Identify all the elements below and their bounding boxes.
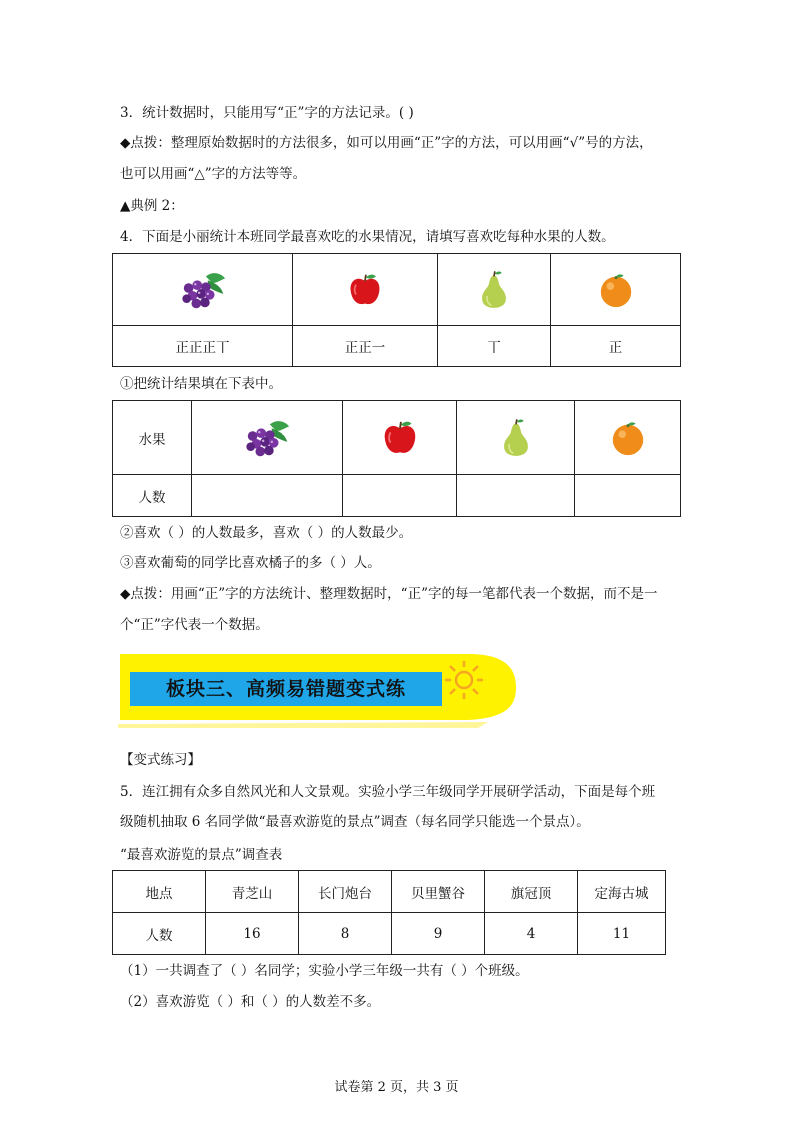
survey-table [112,870,666,955]
apple-icon [347,272,383,308]
grape-icon [179,268,227,312]
section-banner [118,650,518,734]
survey-cell: 8 [299,913,392,955]
survey-cell: 9 [392,913,485,955]
tally-cell: 正 [551,326,681,367]
grape-icon [243,416,291,460]
fill-header-fruit: 水果 [113,401,192,475]
pear-icon [477,269,511,311]
survey-header: 地点 [113,871,206,913]
q4-tip-line1: ◆点拨：用画“正”字的方法统计、整理数据时，“正”字的每一笔都代表一个数据，而不是一 [120,586,658,602]
orange-icon [597,271,635,309]
survey-header: 定海古城 [578,871,666,913]
fill-header-count: 人数 [113,475,192,517]
survey-cell: 4 [485,913,578,955]
fill-answer-cell[interactable] [192,475,343,517]
tally-fruit-cell [438,254,551,326]
survey-header: 旗冠顶 [485,871,578,913]
q4-part3: ③喜欢葡萄的同学比喜欢橘子的多（ ）人。 [120,555,381,571]
survey-cell: 11 [578,913,666,955]
tally-cell: 丅 [438,326,551,367]
fill-fruit-cell [575,401,681,475]
fill-answer-cell[interactable] [343,475,457,517]
fill-table [112,400,681,517]
q5-part1: （1）一共调查了（ ）名同学；实验小学三年级一共有（ ）个班级。 [120,963,529,979]
q4-part1: ①把统计结果填在下表中。 [120,376,282,392]
page-footer: 试卷第 2 页，共 3 页 [334,1080,459,1095]
fill-answer-cell[interactable] [457,475,575,517]
survey-header: 贝里蟹谷 [392,871,485,913]
tally-fruit-cell [113,254,293,326]
survey-cell: 人数 [113,913,206,955]
survey-header: 青芝山 [206,871,299,913]
fill-fruit-cell [457,401,575,475]
q3-tip-line2: 也可以用画“△”字的方法等等。 [120,166,307,182]
tally-table [112,253,681,367]
tally-cell: 正正一 [293,326,438,367]
q5-line2: 级随机抽取 6 名同学做“最喜欢游览的景点”调查（每名同学只能选一个景点）。 [120,814,590,830]
survey-cell: 16 [206,913,299,955]
q4-part2: ②喜欢（ ）的人数最多，喜欢（ ）的人数最少。 [120,525,413,541]
pear-icon [499,417,533,459]
tally-cell: 正正正丅 [113,326,293,367]
fill-answer-cell[interactable] [575,475,681,517]
q3-question: 3．统计数据时，只能用写“正”字的方法记录。( ) [120,105,414,121]
q5-table-title: “最喜欢游览的景点”调查表 [120,847,283,863]
q3-tip-line1: ◆点拨：整理原始数据时的方法很多，如可以用画“正”字的方法，可以用画“√”号的方法， [120,135,653,151]
survey-header: 长门炮台 [299,871,392,913]
tally-fruit-cell [293,254,438,326]
tally-fruit-cell [551,254,681,326]
q5-part2: （2）喜欢游览（ ）和（ ）的人数差不多。 [120,994,381,1010]
variant-label: 【变式练习】 [120,752,201,768]
orange-icon [609,419,647,457]
fill-fruit-cell [343,401,457,475]
q4-tip-line2: 个“正”字代表一个数据。 [120,617,269,633]
fill-fruit-cell [192,401,343,475]
section-banner-title: 板块三、高频易错题变式练 [130,672,442,706]
example-label: ▲典例 2： [120,198,184,214]
apple-icon [381,419,419,457]
q4-question: 4．下面是小丽统计本班同学最喜欢吃的水果情况，请填写喜欢吃每种水果的人数。 [120,229,615,245]
q5-line1: 5．连江拥有众多自然风光和人文景观。实验小学三年级同学开展研学活动，下面是每个班 [120,784,656,800]
